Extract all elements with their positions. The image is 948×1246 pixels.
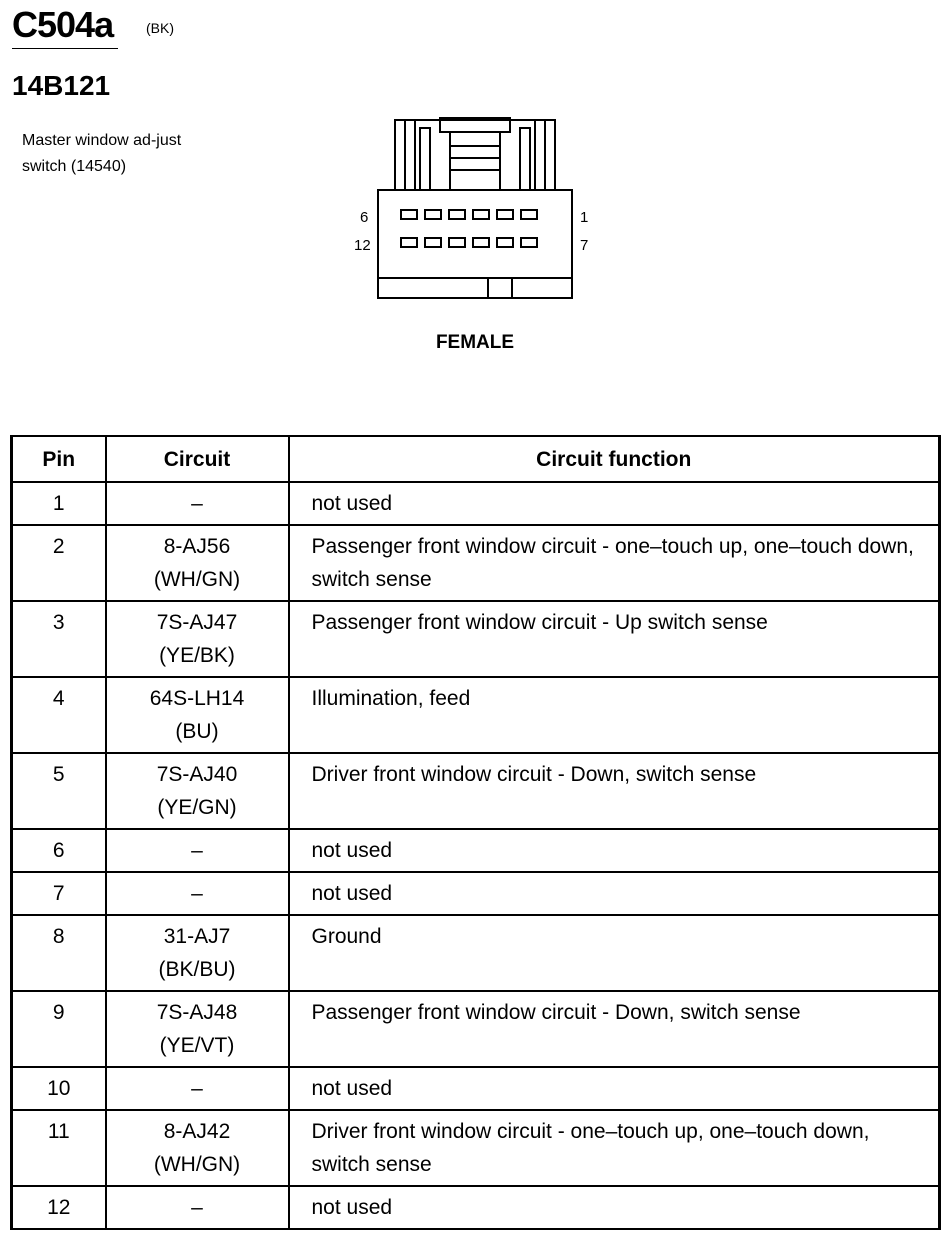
circuit-id: 7S-AJ48 [156, 1001, 238, 1024]
pin-number: 4 [12, 677, 106, 753]
pin-number: 7 [12, 872, 106, 915]
table-row [12, 753, 940, 829]
circuit-function: Passenger front window circuit - Up switch sense [289, 601, 940, 677]
table-row [12, 601, 940, 677]
circuit-color: (BU) [175, 720, 219, 743]
circuit-cell [106, 677, 289, 753]
table-row [12, 525, 940, 601]
circuit-id: 8-AJ56 [163, 535, 231, 558]
circuit-id: 8-AJ42 [163, 1120, 231, 1143]
circuit-color: (YE/GN) [157, 796, 237, 819]
pin-label-1: 1 [580, 209, 589, 226]
circuit-cell [106, 482, 289, 525]
circuit-function: not used [289, 1186, 940, 1229]
connector-color: (BK) [146, 20, 174, 36]
circuit-id: 7S-AJ40 [156, 763, 238, 786]
pin-cavities-top [401, 210, 537, 219]
connector-diagram [340, 110, 600, 310]
table-row [12, 872, 940, 915]
circuit-function: not used [289, 482, 940, 525]
circuit-function: Passenger front window circuit - one–touch up, one–touch down, switch sense [289, 525, 940, 601]
pin-number: 3 [12, 601, 106, 677]
title-rule [12, 48, 118, 49]
circuit-function: Passenger front window circuit - Down, switch sense [289, 991, 940, 1067]
circuit-function: Illumination, feed [289, 677, 940, 753]
circuit-cell [106, 915, 289, 991]
circuit-cell [106, 753, 289, 829]
circuit-cell [106, 872, 289, 915]
part-number: 14B121 [12, 70, 111, 101]
circuit-cell [106, 991, 289, 1067]
pin-number: 10 [12, 1067, 106, 1110]
pin-number: 6 [12, 829, 106, 872]
table-row [12, 829, 940, 872]
connector-body [378, 190, 572, 298]
table-row [12, 991, 940, 1067]
circuit-id: 7S-AJ47 [156, 611, 238, 634]
circuit-function: not used [289, 1067, 940, 1110]
circuit-color: (YE/BK) [159, 644, 235, 667]
pin-cavities-bottom [401, 238, 537, 247]
circuit-function: Driver front window circuit - one–touch up, one–touch down, switch sense [289, 1110, 940, 1186]
circuit-cell [106, 601, 289, 677]
table-row [12, 677, 940, 753]
header-pin: Pin [12, 436, 106, 482]
circuit-cell [106, 829, 289, 872]
pin-label-12: 12 [354, 237, 371, 254]
pin-label-6: 6 [360, 209, 369, 226]
pin-number: 5 [12, 753, 106, 829]
header-function: Circuit function [289, 436, 940, 482]
circuit-function: Ground [289, 915, 940, 991]
connector-gender: FEMALE [435, 332, 515, 353]
circuit-color: (WH/GN) [153, 1153, 241, 1176]
circuit-id: 31-AJ7 [163, 925, 231, 948]
table-row [12, 1110, 940, 1186]
circuit-id: 64S-LH14 [149, 687, 245, 710]
pin-number: 8 [12, 915, 106, 991]
circuit-color: (BK/BU) [158, 958, 236, 981]
table-row [12, 1186, 940, 1229]
connector-id: C504a [12, 4, 114, 45]
circuit-id: – [191, 839, 203, 862]
table-header-row [12, 436, 940, 482]
circuit-color: (WH/GN) [153, 568, 241, 591]
pin-number: 12 [12, 1186, 106, 1229]
pin-number: 9 [12, 991, 106, 1067]
circuit-id: – [191, 1196, 203, 1219]
pin-number: 11 [12, 1110, 106, 1186]
circuit-function: not used [289, 872, 940, 915]
pin-number: 1 [12, 482, 106, 525]
circuit-function: not used [289, 829, 940, 872]
component-description: Master window ad-just switch (14540) [22, 132, 182, 175]
pin-label-7: 7 [580, 237, 589, 254]
pin-number: 2 [12, 525, 106, 601]
circuit-cell [106, 1067, 289, 1110]
circuit-color: (YE/VT) [159, 1034, 235, 1057]
table-row [12, 482, 940, 525]
circuit-cell [106, 1110, 289, 1186]
circuit-id: – [191, 492, 203, 515]
table-row [12, 915, 940, 991]
table-row [12, 1067, 940, 1110]
pin-table [10, 435, 941, 1230]
circuit-id: – [191, 1077, 203, 1100]
circuit-id: – [191, 882, 203, 905]
circuit-cell [106, 1186, 289, 1229]
header-circuit: Circuit [106, 436, 289, 482]
circuit-function: Driver front window circuit - Down, switch sense [289, 753, 940, 829]
circuit-cell [106, 525, 289, 601]
